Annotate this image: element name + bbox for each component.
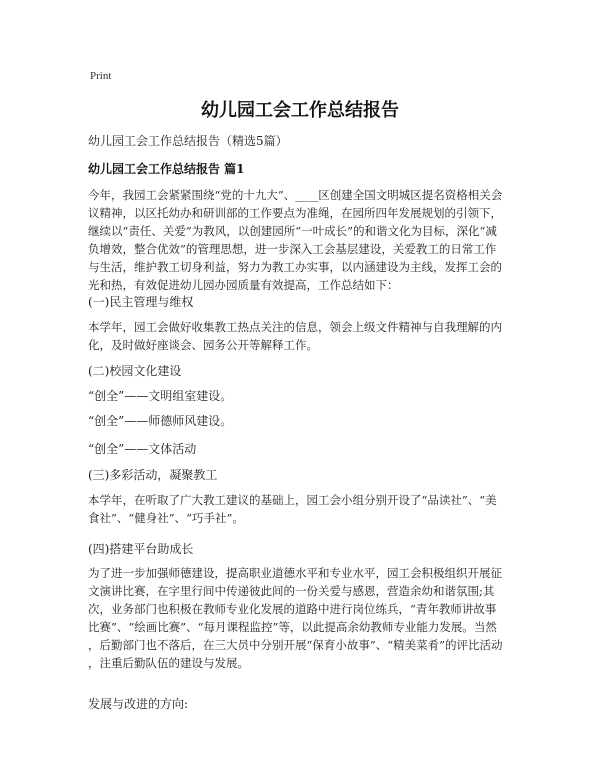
heading-growth-platform: (四)搭建平台助成长 <box>88 542 194 556</box>
paragraph-line: ，注重后勤队伍的建设与发展。 <box>88 656 249 670</box>
document-title: 幼儿园工会工作总结报告 <box>201 100 399 121</box>
paragraph-line: 食社”、“健身社”、“巧手社”。 <box>88 511 244 525</box>
list-item: “创全”——文体活动 <box>88 442 197 456</box>
section-title: 幼儿园工会工作总结报告 篇1 <box>88 162 245 176</box>
document-subtitle: 幼儿园工会工作总结报告（精选5篇） <box>88 134 288 148</box>
paragraph-line: 次，业务部门也积极在教师专业化发展的道路中进行岗位练兵，“青年教师讲故事 <box>88 602 497 616</box>
heading-development-direction: 发展与改进的方向: <box>88 697 189 711</box>
paragraph-line: 与生活，维护教工切身利益，努力为教工办实事，以内涵建设为主线，发挥工会的 <box>88 260 502 274</box>
paragraph-line: 光和热，有效促进幼儿园办园质量有效提高，工作总结如下： <box>88 278 399 292</box>
paragraph-line: 议精神，以区托幼办和研训部的工作要点为准绳，在园所四年发展规划的引领下， <box>88 206 502 220</box>
intro-paragraph <box>88 186 518 294</box>
list-item: “创全”——文明组室建设。 <box>88 389 233 403</box>
list-item: “创全”——师德师风建设。 <box>88 414 233 428</box>
heading-democratic-management: (一)民主管理与维权 <box>88 295 194 309</box>
paragraph-line: ，后勤部门也不落后，在三大员中分别开展“保育小故事”、“精美菜肴”的评比活动 <box>88 638 503 652</box>
heading-activities: (三)多彩活动，凝聚教工 <box>88 468 218 482</box>
paragraph-line: 比赛”、“绘画比赛”、“每月课程监控”等，以此提高余幼教师专业能力发展。当然 <box>88 620 497 634</box>
paragraph-line: 文演讲比赛，在字里行间中传递彼此间的一份关爱与感恩，营造余幼和谐氛围;其 <box>88 584 495 598</box>
paragraph-line: 本学年，园工会做好收集教工热点关注的信息，领会上级文件精神与自我理解的内 <box>88 320 502 334</box>
paragraph-growth-platform <box>88 564 518 672</box>
paragraph-line: 本学年，在听取了广大教工建议的基础上，园工会小组分别开设了“品读社”、“美 <box>88 493 497 507</box>
paragraph-democratic-management <box>88 318 518 354</box>
paragraph-line: 化，及时做好座谈会、园务公开等解释工作。 <box>88 338 318 352</box>
paragraph-line: 为了进一步加强师德建设，提高职业道德水平和专业水平，园工会积极组织开展征 <box>88 566 502 580</box>
heading-campus-culture: (二)校园文化建设 <box>88 364 182 378</box>
paragraph-line: 继续以“责任、关爱”为教风，以创建园所“一叶成长”的和谐文化为目标，深化“减 <box>88 224 497 238</box>
print-label[interactable]: Print <box>90 70 112 82</box>
paragraph-line: 今年，我园工会紧紧围绕“党的十九大”、____区创建全国文明城区提名资格相关会 <box>88 188 503 202</box>
paragraph-activities <box>88 491 518 527</box>
paragraph-line: 负增效，整合优效”的管理思想，进一步深入工会基层建设，关爱教工的日常工作 <box>88 242 497 256</box>
